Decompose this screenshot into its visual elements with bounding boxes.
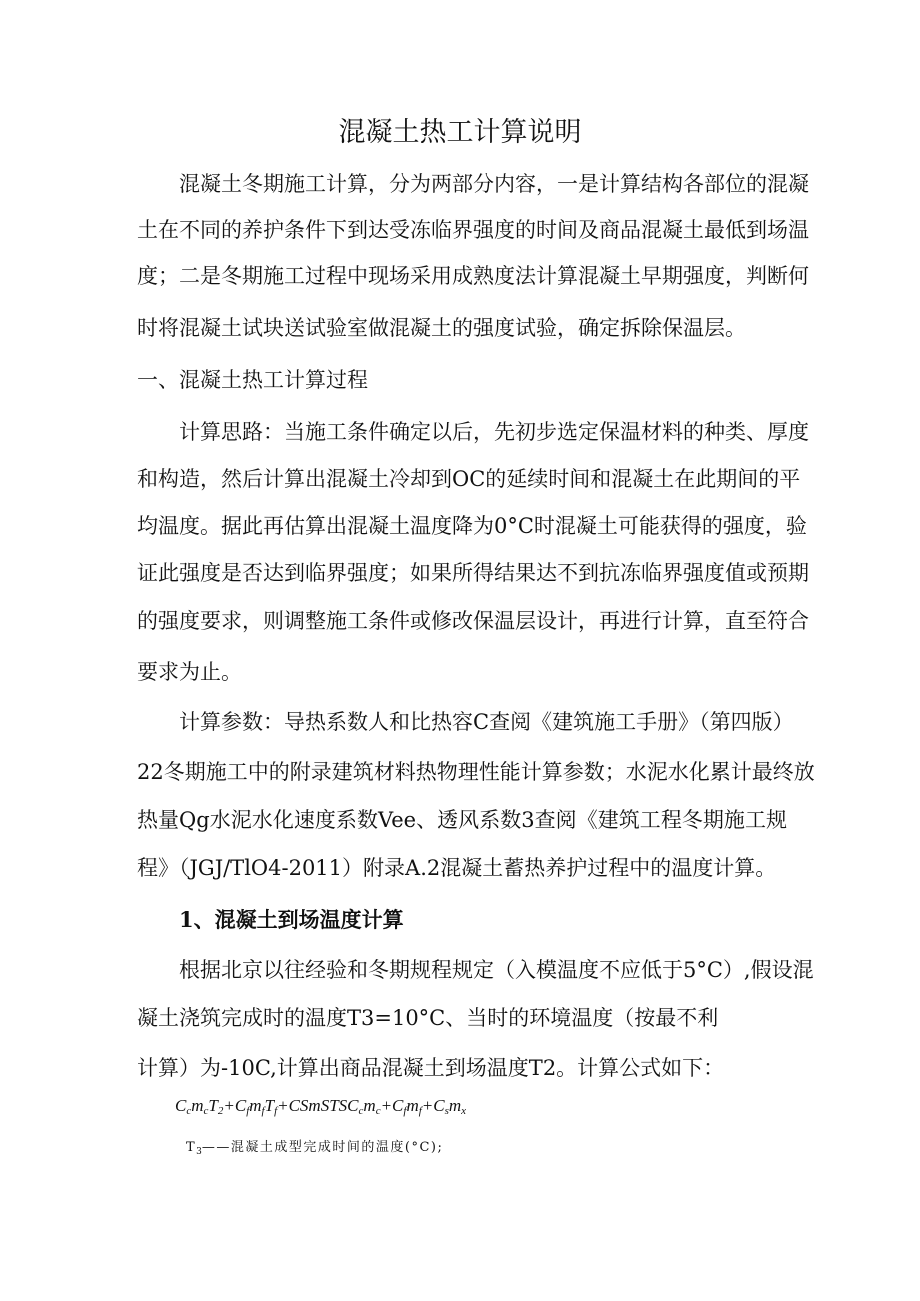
paragraph-line: 要求为止。 xyxy=(137,660,242,684)
formula-sub: c xyxy=(358,1105,364,1117)
formula-part: m xyxy=(191,1096,204,1115)
formula-part: T xyxy=(208,1096,218,1115)
note-text: ——混凝土成型完成时间的温度(°C); xyxy=(201,1140,444,1155)
paragraph-line: 和构造，然后计算出混凝土冷却到OC的延续时间和混凝土在此期间的平 xyxy=(137,467,801,491)
paragraph-line: 土在不同的养护条件下到达受冻临界强度的时间及商品混凝土最低到场温 xyxy=(137,218,809,242)
formula-sub: f xyxy=(403,1105,407,1117)
paragraph-line: 计算）为-10C,计算出商品混凝土到场温度T2。计算公式如下： xyxy=(137,1056,725,1080)
paragraph-line: 时将混凝土试块送试验室做混凝土的强度试验，确定拆除保温层。 xyxy=(137,316,746,340)
formula-part: +C xyxy=(380,1096,404,1115)
formula-sub: f xyxy=(418,1105,422,1117)
formula-sub: 2 xyxy=(217,1105,224,1117)
subsection-heading: 1、混凝土到场温度计算 xyxy=(179,907,404,932)
formula-part: +C xyxy=(421,1096,445,1115)
paragraph-line: 热量Qg水泥水化速度系数Vee、透风系数3查阅《建筑工程冬期施工规 xyxy=(137,808,787,832)
formula-sub: s xyxy=(444,1105,449,1117)
formula-part: +C xyxy=(223,1096,247,1115)
formula-part: m xyxy=(363,1096,376,1115)
paragraph-line: 混凝土冬期施工计算，分为两部分内容，一是计算结构各部位的混凝 xyxy=(179,172,809,196)
formula-sub: f xyxy=(274,1105,278,1117)
formula-sub: c xyxy=(186,1105,192,1117)
paragraph-line: 计算思路：当施工条件确定以后，先初步选定保温材料的种类、厚度 xyxy=(179,420,809,444)
formula-part: m xyxy=(448,1096,462,1115)
paragraph-line: 凝土浇筑完成时的温度T3=10°C、当时的环境温度（按最不利 xyxy=(137,1006,719,1030)
variable-note xyxy=(186,1138,443,1162)
formula-part: m xyxy=(406,1096,419,1115)
formula-part: C xyxy=(175,1096,187,1115)
formula-sub: c xyxy=(203,1105,209,1117)
formula-sub: x xyxy=(461,1105,467,1117)
paragraph-line: 根据北京以往经验和冬期规程规定（入模温度不应低于5°C）,假设混 xyxy=(179,958,814,982)
paragraph-line: 计算参数：导热系数人和比热容C查阅《建筑施工手册》（第四版） xyxy=(179,710,794,734)
paragraph-line: 的强度要求，则调整施工条件或修改保温层设计，再进行计算，直至符合 xyxy=(137,609,809,633)
paragraph-line: 均温度。据此再估算出混凝土温度降为0°C时混凝土可能获得的强度，验 xyxy=(137,514,807,538)
note-subscript: 3 xyxy=(196,1147,202,1157)
formula-sub: f xyxy=(261,1105,265,1117)
paragraph-line: 22冬期施工中的附录建筑材料热物理性能计算参数；水泥水化累计最终放 xyxy=(137,760,815,784)
formula-sub: c xyxy=(375,1105,381,1117)
paragraph-line: 度；二是冬期施工过程中现场采用成熟度法计算混凝土早期强度，判断何 xyxy=(137,264,809,288)
formula-part: +CSmSTSC xyxy=(277,1096,359,1115)
document-title: 混凝土热工计算说明 xyxy=(338,117,582,148)
formula xyxy=(175,1095,466,1122)
note-symbol: T xyxy=(186,1140,197,1155)
section-heading: 一、混凝土热工计算过程 xyxy=(137,368,368,392)
formula-part: m xyxy=(249,1096,262,1115)
paragraph-line: 证此强度是否达到临界强度；如果所得结果达不到抗冻临界强度值或预期 xyxy=(137,561,809,585)
formula-sub: f xyxy=(246,1105,250,1117)
paragraph-line: 程》（JGJ/TlO4-2011）附录A.2混凝土蓄热养护过程中的温度计算。 xyxy=(137,856,777,880)
formula-part: T xyxy=(264,1096,275,1115)
